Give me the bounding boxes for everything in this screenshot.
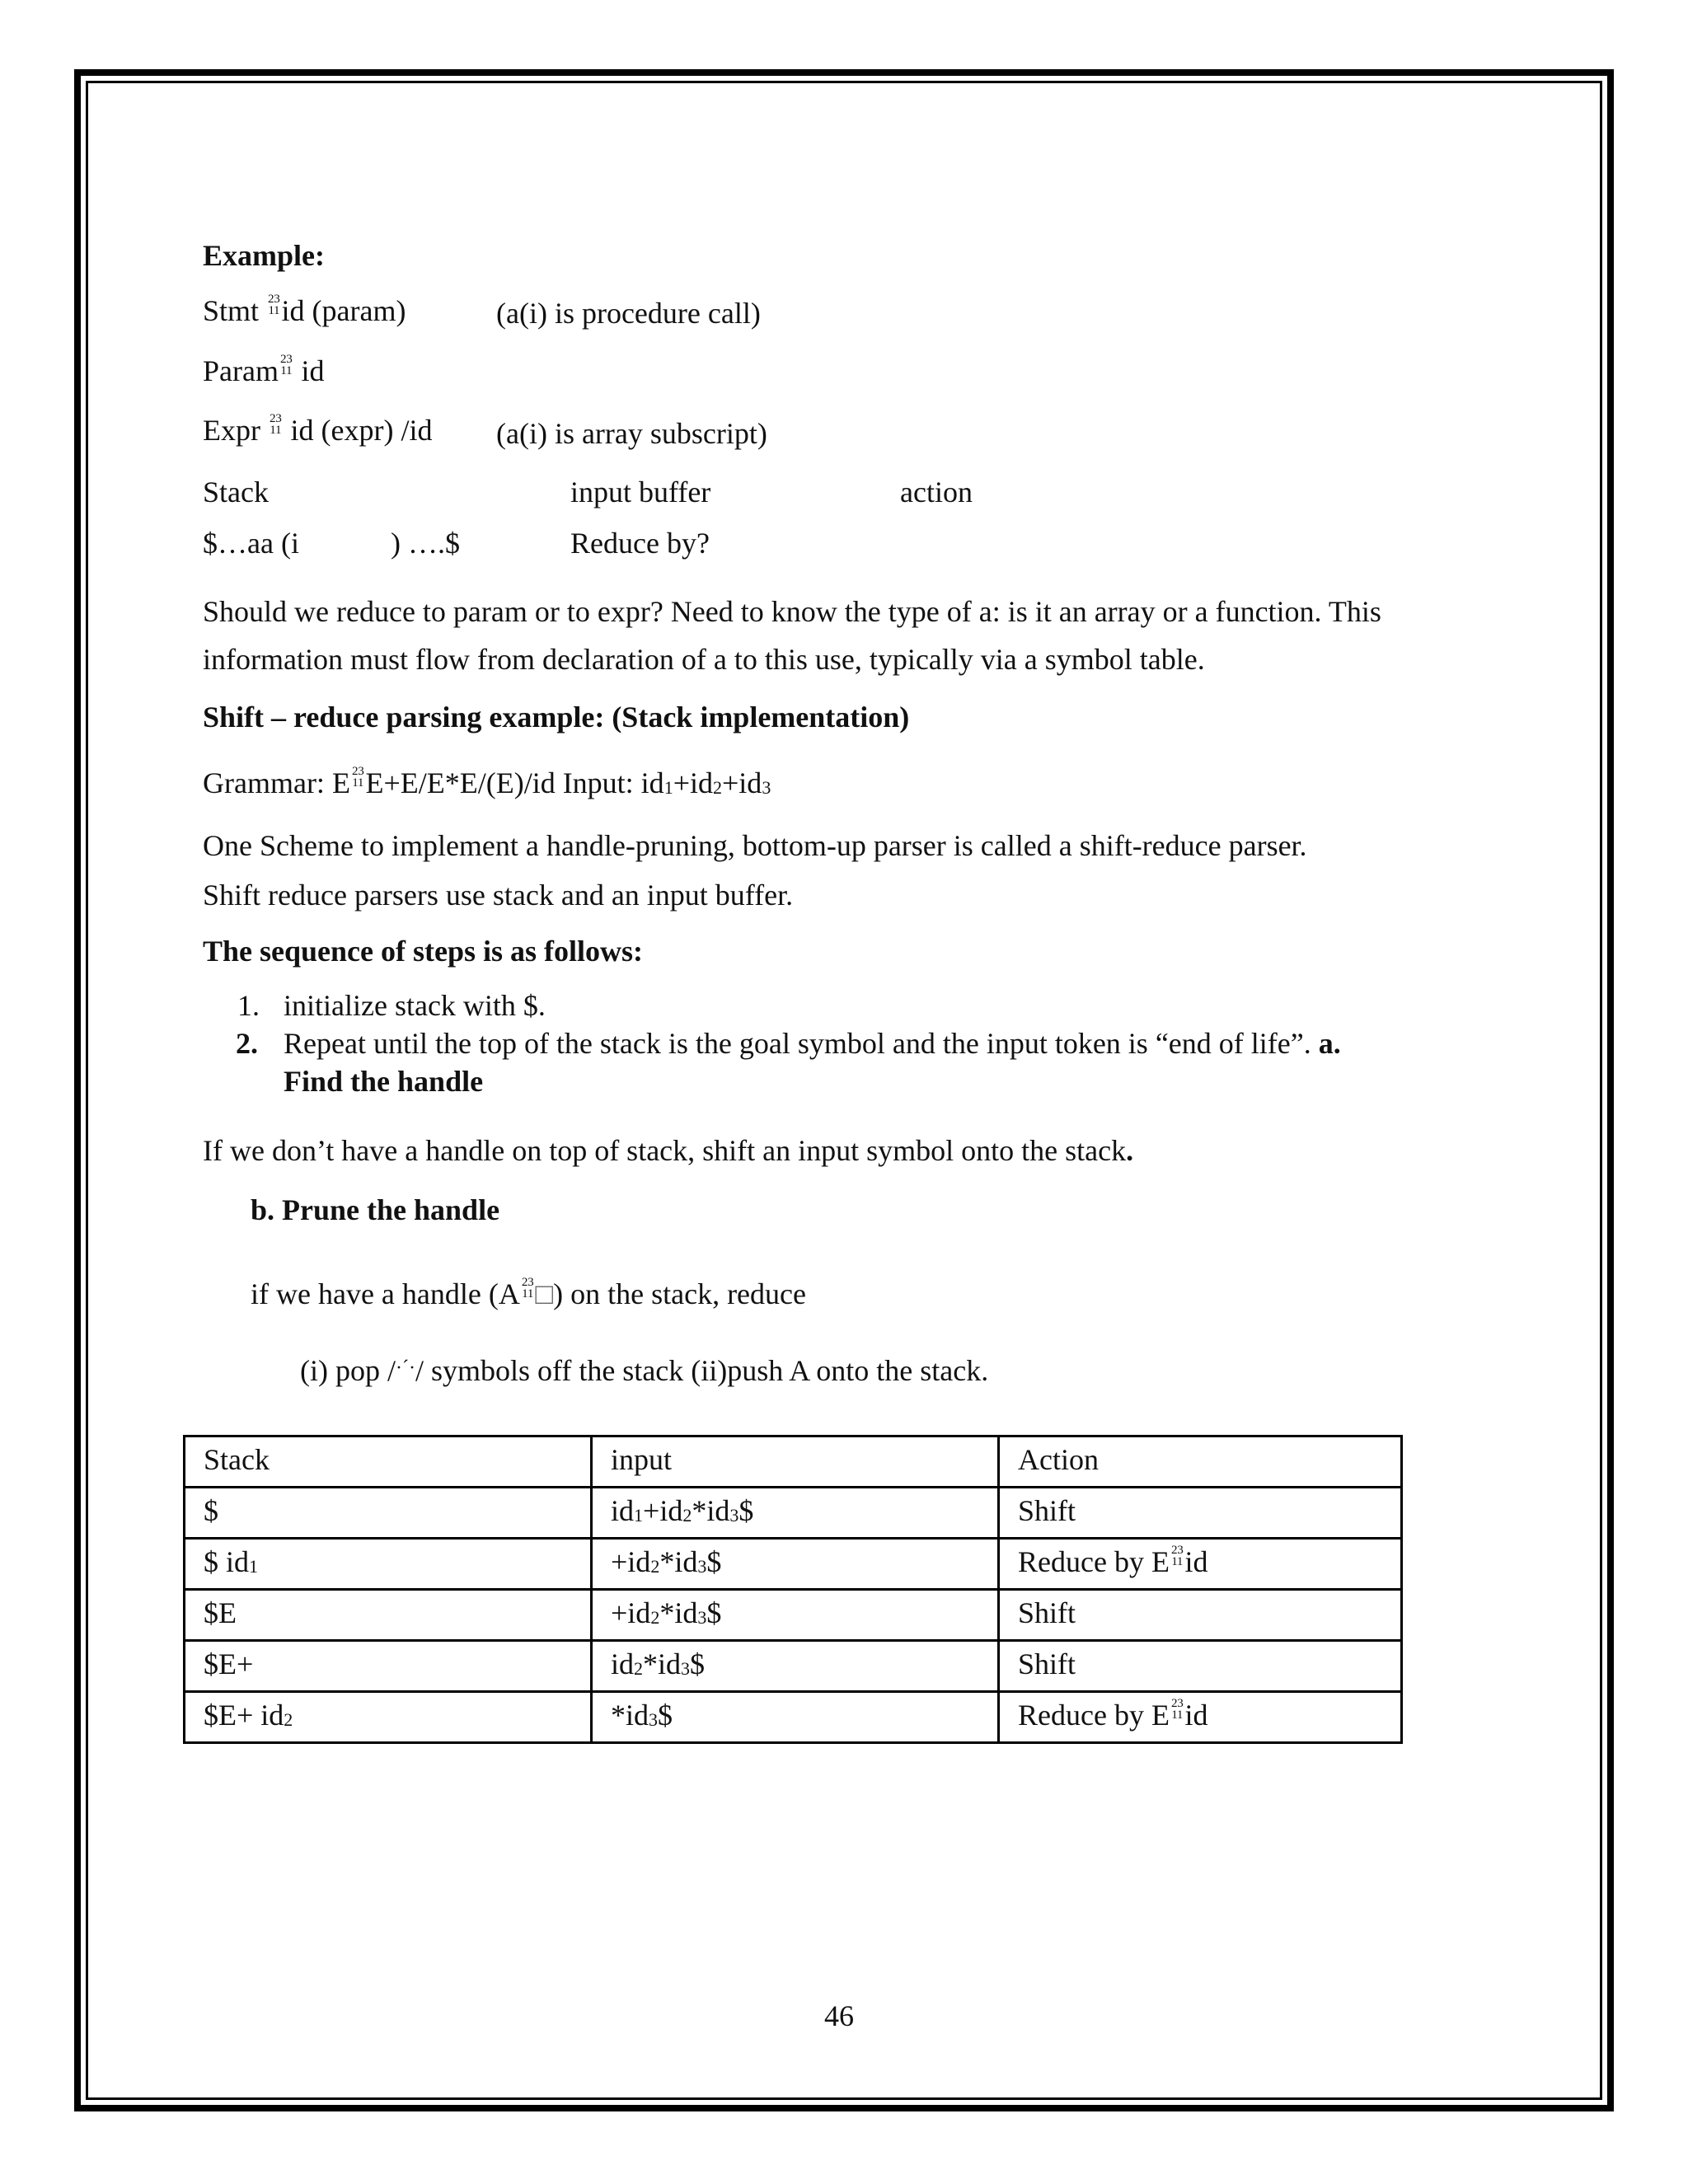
table-cell-action: Shift — [999, 1590, 1402, 1641]
table-cell-stack: $ id1 — [185, 1539, 592, 1590]
stack-row-right: ) ….$ — [391, 527, 460, 560]
arrow-glyph: 23 11 — [268, 293, 280, 317]
table-cell-input: id2*id3$ — [592, 1641, 999, 1692]
rule-stmt: Stmt 23 11 id (param) — [203, 293, 406, 327]
step2-find-handle: Find the handle — [284, 1065, 484, 1098]
example-heading: Example: — [203, 239, 325, 272]
table-row — [185, 1692, 1402, 1743]
steps-heading: The sequence of steps is as follows: — [203, 935, 644, 968]
table-row — [185, 1488, 1402, 1539]
have-handle-text: if we have a handle (A 23 11 □) on the stack, reduce — [251, 1276, 806, 1310]
table-cell-input: id1+id2*id3$ — [592, 1488, 999, 1539]
table-cell-stack: $ — [185, 1488, 592, 1539]
arrow-glyph: 23 11 — [269, 412, 282, 437]
arrow-glyph: 23 11 — [521, 1276, 534, 1301]
shift-reduce-heading: Shift – reduce parsing example: (Stack implementation) — [203, 701, 910, 733]
stack-header-stack: Stack — [203, 476, 269, 509]
rule-expr-note: (a(i) is array subscript) — [496, 417, 767, 450]
arrow-glyph: 23 11 — [279, 353, 293, 377]
table-cell-action: Reduce by E 23 11 id — [999, 1692, 1402, 1743]
table-cell-stack: $E+ id2 — [185, 1692, 592, 1743]
no-handle-text: If we don’t have a handle on top of stack, shift an input symbol onto the stack. — [203, 1134, 1134, 1167]
pop-line: (i) pop /·´·/ symbols off the stack (ii)push A onto the stack. — [300, 1354, 989, 1387]
table-row — [185, 1641, 1402, 1692]
para2-line1: One Scheme to implement a handle-pruning, bottom-up parser is called a shift-reduce parser. — [203, 829, 1307, 862]
para1-line1: Should we reduce to param or to expr? Need to know the type of a: is it an array or a function. This — [203, 595, 1381, 628]
para1-line2: information must flow from declaration of a to this use, typically via a symbol table. — [203, 643, 1205, 676]
page-number: 46 — [824, 1999, 854, 2032]
step2-number: 2. — [236, 1027, 258, 1060]
table-cell-input: +id2*id3$ — [592, 1539, 999, 1590]
table-cell-input: *id3$ — [592, 1692, 999, 1743]
arrow-glyph: 23 11 — [351, 765, 364, 790]
arrow-glyph: 23 11 — [1170, 1544, 1184, 1568]
table-cell-action: Shift — [999, 1641, 1402, 1692]
table-header-stack: Stack — [185, 1436, 592, 1488]
table-cell-action: Shift — [999, 1488, 1402, 1539]
table-header-action: Action — [999, 1436, 1402, 1488]
rule-expr: Expr 23 11 id (expr) /id — [203, 412, 433, 447]
prune-heading: b. Prune the handle — [251, 1193, 500, 1226]
table-cell-input: +id2*id3$ — [592, 1590, 999, 1641]
arrow-glyph: 23 11 — [1170, 1697, 1184, 1722]
stack-trace-table — [183, 1435, 1403, 1744]
step1-text: initialize stack with $. — [284, 989, 546, 1022]
para2-line2: Shift reduce parsers use stack and an input buffer. — [203, 879, 794, 912]
stack-header-action: action — [900, 476, 973, 509]
table-header-input: input — [592, 1436, 999, 1488]
step2-text: Repeat until the top of the stack is the goal symbol and the input token is “end of life”. a. — [284, 1027, 1341, 1060]
stack-row-left: $…aa (i — [203, 527, 299, 560]
rule-stmt-note: (a(i) is procedure call) — [496, 297, 761, 330]
table-cell-stack: $E+ — [185, 1641, 592, 1692]
rule-param: Param 23 11 id — [203, 353, 325, 387]
step1-number: 1. — [237, 989, 260, 1022]
stack-row-input: Reduce by? — [570, 527, 710, 560]
table-row — [185, 1590, 1402, 1641]
grammar-line: Grammar: E 23 11 E+E/E*E/(E)/id Input: id1+id2+id3 — [203, 765, 771, 799]
table-cell-action: Reduce by E 23 11 id — [999, 1539, 1402, 1590]
stack-header-input: input buffer — [570, 476, 711, 509]
table-cell-stack: $E — [185, 1590, 592, 1641]
table-header-row — [185, 1436, 1402, 1488]
table-row — [185, 1539, 1402, 1590]
